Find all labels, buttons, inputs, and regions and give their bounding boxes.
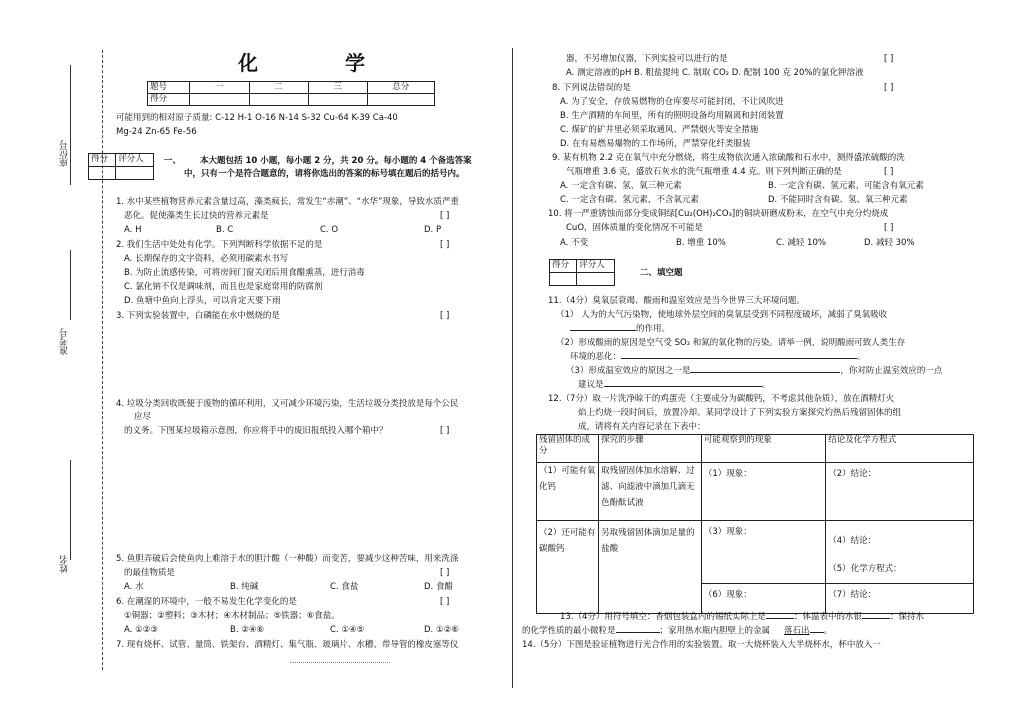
q9-text: 9. 某有机物 2.2 克在氧气中充分燃烧，将生成物依次通入浓硫酸和石水中，测得盛浓硫酸的洗	[552, 153, 905, 163]
option: D. 不能同时含有碳、氢、氧三种元素	[768, 195, 908, 205]
q3-text: 3. 下列实验装置中，白磷能在水中燃烧的是	[116, 311, 280, 321]
grader-reviewer-label: 评分人	[577, 260, 615, 273]
answer-bracket[interactable]: [ ]	[884, 83, 894, 93]
section1-number: 一、	[164, 156, 182, 166]
score-header: 总分	[367, 82, 434, 94]
fill-blank[interactable]	[604, 386, 762, 387]
fill-blank[interactable]	[690, 372, 840, 373]
option: C. 煤矿的矿井里必须采取通风、严禁烟火等安全措施	[560, 125, 759, 135]
option: D. 减轻 30%	[864, 238, 915, 248]
score-header: 二	[249, 82, 308, 94]
q1-text: 1. 水中某些植物营养元素含量过高，藻类疯长，常发生“赤潮”、“水华”现象，导致水质严重	[116, 197, 459, 207]
q12-text: 焰上灼烧一段时间后，放置冷却。某同学设计了下列实验方案探究灼热后残留固体的组	[578, 408, 902, 418]
fill-blank[interactable]	[766, 618, 794, 619]
q5-text: 的最佳物质是	[124, 568, 176, 578]
q8-text: 8. 下列说法错误的是	[552, 83, 631, 93]
answer-bracket[interactable]: [ ]	[440, 311, 450, 321]
score-cell[interactable]	[308, 94, 367, 106]
q6-text: ①铜器；②塑料；③木材；④木材制品；⑤铁器；⑥食盐。	[124, 611, 340, 621]
q11-text: 建议是 。	[578, 380, 771, 390]
exam-no-label: 准考号	[60, 328, 70, 355]
option: D. 在有易燃易爆物的工作场所，严禁穿化纤类服装	[560, 139, 751, 149]
table-header: 探究的步骤	[599, 435, 702, 463]
option: D. 食醋	[424, 582, 453, 592]
q1-text: 恶化。促使藻类生长过快的营养元素是	[124, 211, 269, 221]
option: A. 不变	[560, 238, 589, 248]
q12-text: 成，请将有关内容记录在下表中：	[578, 422, 706, 432]
answer-bracket[interactable]: [ ]	[884, 167, 894, 177]
option: C. 氯化钠不仅是调味剂，而且也是家庭常用的防腐剂	[124, 282, 323, 292]
table-cell[interactable]: （6）现象：	[701, 584, 825, 614]
table-cell: （1）可能有氧化钙	[537, 463, 599, 521]
option: B. 一定含有碳、氢元素，可能含有氧元素	[768, 181, 924, 191]
q11-text: （3）形成温室效应的原因之一是 ，你对防止温室效应的一点	[566, 366, 943, 376]
table-header: 残留固体的成分	[537, 435, 599, 463]
section1-instruction: 中，只有一个是符合题意的，请将你选出的答案的标号填在题后的括号内。	[184, 169, 465, 179]
table-cell[interactable]: （2）结论：	[826, 463, 974, 521]
table-cell: （2）还可能有碳酸钙	[537, 521, 599, 614]
answer-bracket[interactable]: [ ]	[440, 240, 450, 250]
q12-text: 12.（7分）取一片洗净晾干的鸡蛋壳（主要成分为碳酸钙，不考虑其他杂质），放在酒精灯火	[548, 394, 895, 404]
conclusion-label: （4）结论：	[828, 536, 877, 546]
option: C. 减轻 10%	[776, 238, 826, 248]
grader-reviewer-label: 评分人	[116, 154, 154, 167]
margin-line	[70, 250, 71, 320]
option: B. 纯碱	[230, 582, 259, 592]
grader-reviewer-cell[interactable]	[577, 273, 615, 286]
q4-text: 的义务。下图某垃圾箱示意图，你应将手中的废旧报纸投入哪个箱中？	[124, 426, 388, 436]
score-row-label: 得分	[148, 94, 190, 106]
q11-text: 11.（4分）臭氧层衰竭、酸雨和温室效应是当今世界三大环境问题。	[548, 296, 805, 306]
answer-bracket[interactable]: [ ]	[440, 597, 450, 607]
grader-score-cell[interactable]	[89, 167, 116, 180]
score-cell[interactable]	[190, 94, 249, 106]
q5-text: 5. 鱼胆弄破后会使鱼肉上难溶于水的胆汁酸（一种酸）而变苦，要减少这种苦味，用来洗涤	[116, 554, 459, 564]
table-cell[interactable]: （3）现象：	[701, 521, 825, 584]
answer-bracket[interactable]: [ ]	[884, 54, 894, 64]
option: A. 水	[124, 582, 144, 592]
atomic-mass-line: 可能用到的相对原子质量: C-12 H-1 O-16 N-14 S-32 Cu-64 K-39 Ca-40	[116, 113, 398, 123]
q10-text: CuO，固体质量的变化情况不可能是	[566, 223, 704, 233]
table-header: 可能观察到的现象	[701, 435, 825, 463]
atomic-mass-line: Mg-24 Zn-65 Fe-56	[116, 127, 197, 137]
q11-text: （2）形成酸雨的原因是空气受 SO₂ 和氮的氧化物的污染。请举一例，说明酸雨可致人类生存	[556, 338, 906, 348]
score-cell[interactable]	[249, 94, 308, 106]
q7-text: 器，不另增加仪器，下列实验可以进行的是	[566, 54, 728, 64]
table-cell[interactable]: （1）现象：	[701, 463, 825, 521]
q7-text: 7. 现有烧杯、试管、量筒、铁架台、酒精灯、集气瓶、玻璃片、水槽、带导管的橡皮塞等仪	[116, 640, 459, 650]
experiment-table	[536, 434, 974, 614]
page-title: 化 学	[238, 51, 405, 75]
option: A. 为了安全，存放易燃物的仓库要尽可能封闭，不让风吹进	[560, 97, 784, 107]
section1-instruction: 本大题包括 10 小题，每小题 2 分，共 20 分。每小题的 4 个备选答案	[200, 156, 472, 166]
grader-score-label: 得分	[550, 260, 577, 273]
q11-text: 的作用。	[570, 324, 670, 335]
table-cell: 取残留固体加水溶解、过滤、向滤液中滴加几滴无色酚酞试液	[599, 463, 702, 521]
score-header: 题号	[148, 82, 190, 94]
q7-options: A. 测定溶液的pH B. 粗盐提纯 C. 制取 CO₂ D. 配制 100 克 20%的氯化钾溶液	[566, 68, 864, 78]
margin-line	[70, 65, 71, 185]
option: B. 生产酒精的车间里，所有的照明设备均用隔离和封闭装置	[560, 111, 784, 121]
section2-title: 二、填空题	[640, 268, 683, 278]
q14-text: 14.（5分）下图是验证植物进行光合作用的实验装置。取一大烧杯装入大半烧杯水，杯中放入一	[522, 640, 881, 650]
fill-blank[interactable]	[616, 632, 660, 633]
score-cell[interactable]	[367, 94, 434, 106]
q13-text: 的化学性质的最小微粒是 ；家用热水瓶内胆壁上的金属 落石出 。	[522, 626, 833, 636]
q6-text: 6. 在潮湿的环境中，一般不易发生化学变化的是	[116, 597, 297, 607]
option: A. 长期保存的文字资料，必须用碳素水书写	[124, 254, 289, 264]
table-cell[interactable]	[826, 521, 974, 584]
q9-text: 气瓶增重 3.6 克，盛放石灰水的洗气瓶增重 4.4 克。则下列判断正确的是	[566, 167, 842, 177]
q11-text: （1） 人为的大气污染物，使地球外层空间的臭氧层受到不同程度破坏，减弱了臭氧吸收	[556, 310, 888, 320]
option: B. 增重 10%	[676, 238, 726, 248]
fill-blank[interactable]	[862, 618, 890, 619]
table-cell[interactable]: （7）结论：	[826, 584, 974, 614]
footer-dots	[290, 662, 390, 663]
option: C. O	[320, 225, 339, 235]
q2-text: 2. 我们生活中处处有化学。下列判断科学依据不足的是	[116, 240, 323, 250]
margin-line	[70, 460, 71, 560]
table-cell: 另取残留固体滴加足量的盐酸	[599, 521, 702, 614]
table-header: 结论及化学方程式	[826, 435, 974, 463]
option: C. 食盐	[330, 582, 359, 592]
grader-box	[88, 153, 154, 180]
option: D. ①②⑥	[424, 625, 459, 635]
column-divider	[512, 48, 513, 688]
q4-text: 应尽	[134, 412, 152, 422]
score-header: 三	[308, 82, 367, 94]
option: B. C	[216, 225, 234, 235]
q11-text: 环境的恶化： 。	[570, 352, 866, 362]
answer-bracket[interactable]: [ ]	[440, 211, 450, 221]
grader-score-label: 得分	[89, 154, 116, 167]
option: A. H	[124, 225, 142, 235]
equation-label: （5）化学方程式：	[828, 564, 902, 574]
option: B. 为防止流感传染，可将房间门窗关闭后用食醋熏蒸，进行消毒	[124, 268, 365, 278]
score-table	[147, 81, 435, 106]
option: C. ①④⑤	[330, 625, 365, 635]
grader-box	[549, 259, 615, 286]
binding-dashed-line	[102, 50, 103, 670]
option: A. 一定含有碳、氢、氧三种元素	[560, 181, 682, 191]
option: D. 鱼塘中鱼向上浮头，可以肯定天要下雨	[124, 296, 281, 306]
score-header: 一	[190, 82, 249, 94]
answer-bracket[interactable]: [ ]	[440, 426, 450, 436]
option: B. ②④⑥	[230, 625, 265, 635]
option: C. 一定含有碳、氢元素，不含氧元素	[560, 195, 699, 205]
q10-text: 10. 将一严重锈蚀而部分变成铜绿[Cu₂(OH)₂CO₃]的铜块研磨成粉末，在空气中充分灼烧成	[548, 209, 889, 219]
answer-bracket[interactable]: [ ]	[884, 223, 894, 233]
grader-score-cell[interactable]	[550, 273, 577, 286]
fill-blank[interactable]	[621, 358, 857, 359]
option: A. ①②③	[124, 625, 158, 635]
answer-bracket[interactable]: [ ]	[440, 568, 450, 578]
q4-text: 4. 垃圾分类回收既便于废物的循环利用，又可减少环境污染，生活垃圾分类投放是每个公民	[116, 399, 459, 409]
seat-label: 座位号	[60, 140, 70, 167]
fill-blank[interactable]	[570, 330, 636, 331]
grader-reviewer-cell[interactable]	[116, 167, 154, 180]
name-label: 姓名	[60, 555, 70, 573]
option: D. P	[424, 225, 442, 235]
q13-text: 13.（4分）用符号填空：香烟包装盒内的锡纸实际上是 ；体温表中的水银 ；保持水	[560, 612, 924, 622]
